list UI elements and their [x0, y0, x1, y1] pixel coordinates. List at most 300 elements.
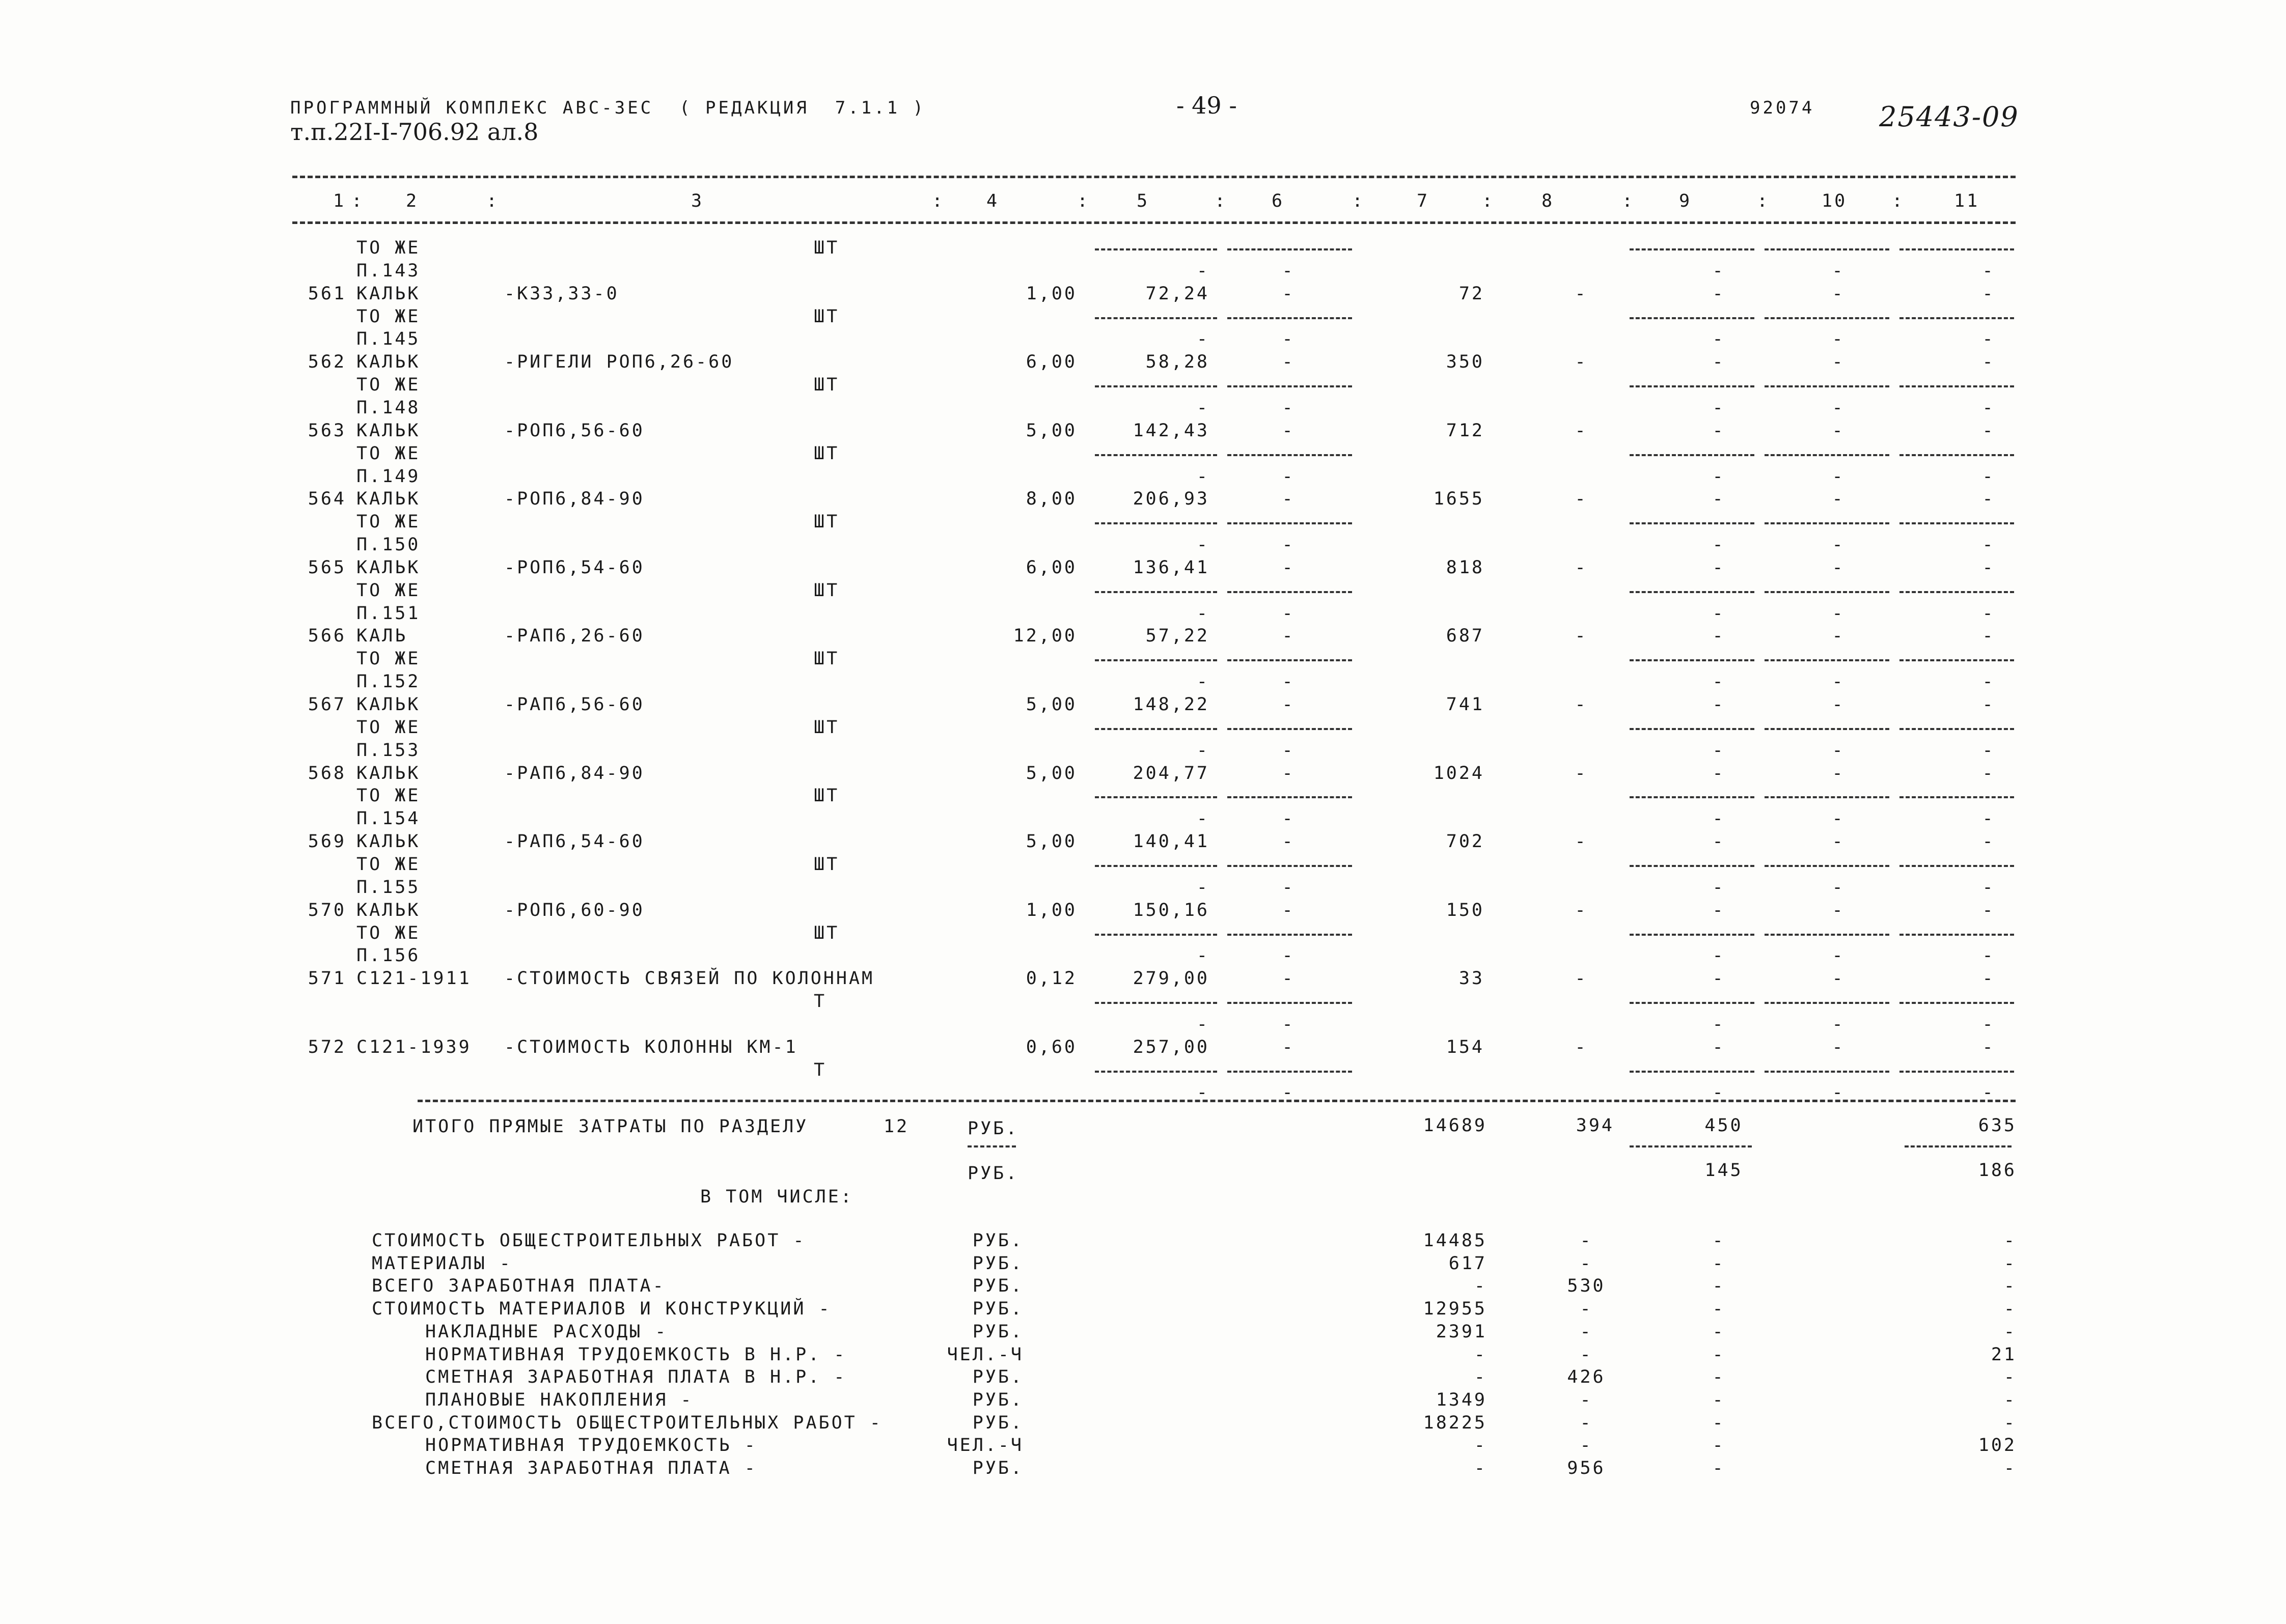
table-cell-c9: -: [1712, 1014, 1725, 1034]
table-cell-unit: ШТ: [814, 854, 840, 875]
table-cell-price: -: [1196, 671, 1209, 692]
summary-c9: -: [1712, 1230, 1725, 1251]
column-header: 5: [1137, 191, 1150, 211]
table-cell-c11: -: [1982, 694, 1995, 715]
table-cell-code: П.150: [356, 535, 421, 555]
table-cell-c10: -: [1832, 283, 1845, 304]
table-cell-c6: -: [1282, 260, 1295, 281]
summary-label: НОРМАТИВНАЯ ТРУДОЕМКОСТЬ В Н.Р. -: [425, 1344, 847, 1365]
summary-label: НАКЛАДНЫЕ РАСХОДЫ -: [425, 1321, 668, 1342]
table-cell-c9: -: [1712, 260, 1725, 281]
table-cell-code: ТО ЖЕ: [356, 580, 421, 601]
table-cell-code: С121-1939: [356, 1037, 472, 1057]
table-cell-c8: -: [1575, 900, 1588, 920]
table-cell-c9: -: [1712, 831, 1725, 852]
table-cell-unit: ШТ: [814, 717, 840, 738]
totals-unit: РУБ.: [968, 1118, 1019, 1139]
table-cell-c9: -: [1712, 420, 1725, 441]
table-cell-c11: -: [1982, 397, 1995, 418]
summary-c7: -: [1474, 1367, 1487, 1388]
table-cell-c9: -: [1712, 1037, 1725, 1057]
table-cell-price: 140,41: [1133, 831, 1209, 852]
table-cell-c8: -: [1575, 968, 1588, 989]
table-cell-c9: -: [1712, 740, 1725, 761]
table-cell-code: ТО ЖЕ: [356, 922, 421, 943]
summary-label: СТОИМОСТЬ МАТЕРИАЛОВ И КОНСТРУКЦИЙ -: [372, 1299, 832, 1320]
table-cell-price: 279,00: [1133, 968, 1209, 989]
summary-c7: 12955: [1423, 1299, 1487, 1320]
table-cell-c6: -: [1282, 329, 1295, 350]
table-cell-c6: -: [1282, 740, 1295, 761]
table-cell-c11: -: [1982, 877, 1995, 898]
table-cell-code: ТО ЖЕ: [356, 238, 421, 258]
handwritten-number: 25443-09: [1879, 101, 2019, 133]
table-cell-c6: -: [1282, 945, 1295, 966]
summary-unit: РУБ.: [972, 1230, 1024, 1251]
table-cell-c8: -: [1575, 420, 1588, 441]
table-cell-c10: -: [1832, 626, 1845, 647]
table-cell-unit: ШТ: [814, 649, 840, 669]
totals-sub-unit: РУБ.: [968, 1163, 1019, 1184]
table-cell-c7: 702: [1446, 831, 1484, 852]
table-cell-num: 570: [308, 900, 346, 920]
summary-c11: -: [2003, 1230, 2017, 1251]
table-cell-c10: -: [1832, 329, 1845, 350]
column-header: 6: [1272, 191, 1285, 211]
column-header: 2: [406, 191, 419, 211]
table-cell-price: -: [1196, 740, 1209, 761]
summary-label: ПЛАНОВЫЕ НАКОПЛЕНИЯ -: [425, 1389, 694, 1410]
table-cell-c6: -: [1282, 420, 1295, 441]
table-cell-c10: -: [1832, 808, 1845, 829]
table-cell-desc: -СТОИМОСТЬ СВЯЗЕЙ ПО КОЛОННАМ: [504, 968, 875, 989]
table-cell-desc: -РОП6,54-60: [504, 557, 645, 578]
table-cell-code: КАЛЬК: [356, 283, 421, 304]
table-cell-c9: -: [1712, 466, 1725, 487]
summary-c11: -: [2003, 1367, 2017, 1388]
table-cell-unit: ШТ: [814, 238, 840, 258]
table-cell-c10: -: [1832, 945, 1845, 966]
table-cell-num: 568: [308, 763, 346, 783]
table-cell-c9: -: [1712, 489, 1725, 510]
table-cell-c8: -: [1575, 1037, 1588, 1057]
column-header: 9: [1679, 191, 1692, 211]
table-cell-c11: -: [1982, 763, 1995, 783]
table-cell-c8: -: [1575, 489, 1588, 510]
table-cell-c11: -: [1982, 1082, 1995, 1103]
totals-sub-col11: 186: [1978, 1160, 2017, 1181]
table-cell-price: 136,41: [1133, 557, 1209, 578]
table-cell-c6: -: [1282, 671, 1295, 692]
table-cell-c10: -: [1832, 968, 1845, 989]
summary-c7: -: [1474, 1435, 1487, 1456]
table-cell-desc: -РОП6,56-60: [504, 420, 645, 441]
table-cell-code: П.149: [356, 466, 421, 487]
table-cell-num: 564: [308, 489, 346, 510]
table-cell-c10: -: [1832, 352, 1845, 373]
column-separator: :: [932, 191, 945, 211]
table-cell-desc: -СТОИМОСТЬ КОЛОННЫ КМ-1: [504, 1037, 798, 1057]
table-cell-code: П.143: [356, 260, 421, 281]
column-header: 1: [333, 191, 346, 211]
table-cell-c9: -: [1712, 352, 1725, 373]
table-cell-code: П.156: [356, 945, 421, 966]
table-cell-c11: -: [1982, 420, 1995, 441]
table-cell-unit: ШТ: [814, 580, 840, 601]
table-cell-c6: -: [1282, 283, 1295, 304]
table-cell-c9: -: [1712, 671, 1725, 692]
table-cell-num: 567: [308, 694, 346, 715]
column-header: 8: [1541, 191, 1555, 211]
table-cell-c6: -: [1282, 626, 1295, 647]
program-title: ПРОГРАММНЫЙ КОМПЛЕКС АВС-3ЕС ( РЕДАКЦИЯ 7.1.1 ): [290, 98, 926, 118]
table-cell-desc: -К33,33-0: [504, 283, 619, 304]
table-cell-code: КАЛЬК: [356, 763, 421, 783]
table-cell-price: -: [1196, 945, 1209, 966]
table-cell-c10: -: [1832, 900, 1845, 920]
table-cell-c8: -: [1575, 694, 1588, 715]
table-cell-code: П.145: [356, 329, 421, 350]
table-cell-num: 566: [308, 626, 346, 647]
summary-c8: -: [1580, 1412, 1593, 1433]
summary-c8: 956: [1567, 1458, 1606, 1478]
table-cell-price: -: [1196, 466, 1209, 487]
table-cell-c6: -: [1282, 557, 1295, 578]
totals-col8: 394: [1576, 1115, 1614, 1136]
table-cell-code: ТО ЖЕ: [356, 375, 421, 396]
table-cell-desc: -РАП6,54-60: [504, 831, 645, 852]
table-cell-c10: -: [1832, 260, 1845, 281]
summary-c8: -: [1580, 1344, 1593, 1365]
totals-sub-col9: 145: [1704, 1160, 1743, 1181]
summary-c9: -: [1712, 1435, 1725, 1456]
table-cell-c11: -: [1982, 1037, 1995, 1057]
column-header: 7: [1417, 191, 1430, 211]
summary-c9: -: [1712, 1367, 1725, 1388]
table-cell-c11: -: [1982, 283, 1995, 304]
table-cell-c9: -: [1712, 763, 1725, 783]
table-cell-num: 563: [308, 420, 346, 441]
table-cell-c6: -: [1282, 1037, 1295, 1057]
summary-c7: 1349: [1436, 1389, 1487, 1410]
summary-c9: -: [1712, 1299, 1725, 1320]
table-cell-c9: -: [1712, 1082, 1725, 1103]
table-cell-desc: -РИГЕЛИ РОП6,26-60: [504, 352, 734, 373]
table-cell-price: 257,00: [1133, 1037, 1209, 1057]
table-cell-code: КАЛЬК: [356, 900, 421, 920]
summary-c7: 14485: [1423, 1230, 1487, 1251]
table-cell-c9: -: [1712, 877, 1725, 898]
summary-c11: -: [2003, 1458, 2017, 1478]
table-cell-code: П.148: [356, 397, 421, 418]
table-cell-c10: -: [1832, 466, 1845, 487]
table-cell-c10: -: [1832, 1037, 1845, 1057]
summary-c8: -: [1580, 1230, 1593, 1251]
table-cell-price: -: [1196, 1082, 1209, 1103]
summary-c11: -: [2003, 1412, 2017, 1433]
summary-c7: -: [1474, 1276, 1487, 1297]
summary-c8: -: [1580, 1389, 1593, 1410]
table-cell-code: КАЛЬК: [356, 489, 421, 510]
table-cell-c6: -: [1282, 808, 1295, 829]
table-cell-c6: -: [1282, 1014, 1295, 1034]
table-cell-qty: 0,60: [1026, 1037, 1077, 1057]
table-cell-price: 57,22: [1145, 626, 1209, 647]
table-cell-code: КАЛЬ: [356, 626, 408, 647]
summary-label: НОРМАТИВНАЯ ТРУДОЕМКОСТЬ -: [425, 1435, 757, 1456]
table-cell-price: -: [1196, 260, 1209, 281]
table-cell-c6: -: [1282, 763, 1295, 783]
column-header: 3: [691, 191, 704, 211]
table-cell-code: ТО ЖЕ: [356, 443, 421, 464]
table-cell-num: 571: [308, 968, 346, 989]
table-cell-code: П.151: [356, 603, 421, 624]
summary-unit: ЧЕЛ.-Ч: [947, 1435, 1024, 1456]
column-header: 4: [986, 191, 1000, 211]
table-cell-price: -: [1196, 397, 1209, 418]
table-cell-code: ТО ЖЕ: [356, 786, 421, 806]
table-cell-price: 150,16: [1133, 900, 1209, 920]
table-cell-code: П.152: [356, 671, 421, 692]
summary-c8: -: [1580, 1435, 1593, 1456]
summary-c7: 2391: [1436, 1321, 1487, 1342]
table-cell-c9: -: [1712, 626, 1725, 647]
table-cell-qty: 5,00: [1026, 831, 1077, 852]
summary-label: ВСЕГО,СТОИМОСТЬ ОБЩЕСТРОИТЕЛЬНЫХ РАБОТ -: [372, 1412, 883, 1433]
table-cell-price: -: [1196, 877, 1209, 898]
summary-c9: -: [1712, 1344, 1725, 1365]
table-cell-c10: -: [1832, 603, 1845, 624]
table-cell-c10: -: [1832, 489, 1845, 510]
table-cell-desc: -РАП6,84-90: [504, 763, 645, 783]
column-separator: :: [1757, 191, 1770, 211]
table-cell-c9: -: [1712, 808, 1725, 829]
column-separator: :: [486, 191, 500, 211]
table-cell-c9: -: [1712, 557, 1725, 578]
column-header: 11: [1954, 191, 1980, 211]
table-cell-c7: 1024: [1433, 763, 1484, 783]
column-header: 10: [1822, 191, 1848, 211]
table-cell-num: 572: [308, 1037, 346, 1057]
table-cell-code: ТО ЖЕ: [356, 649, 421, 669]
summary-unit: РУБ.: [972, 1412, 1024, 1433]
table-cell-unit: ШТ: [814, 512, 840, 533]
table-cell-price: -: [1196, 1014, 1209, 1034]
table-cell-c6: -: [1282, 397, 1295, 418]
including-label: В ТОМ ЧИСЛЕ:: [700, 1187, 853, 1207]
summary-unit: РУБ.: [972, 1389, 1024, 1410]
summary-c8: -: [1580, 1321, 1593, 1342]
totals-col7: 14689: [1423, 1115, 1487, 1136]
table-cell-c9: -: [1712, 535, 1725, 555]
summary-unit: РУБ.: [972, 1299, 1024, 1320]
table-cell-price: 206,93: [1133, 489, 1209, 510]
table-cell-qty: 1,00: [1026, 283, 1077, 304]
summary-c11: -: [2003, 1299, 2017, 1320]
table-cell-num: 569: [308, 831, 346, 852]
table-cell-c9: -: [1712, 397, 1725, 418]
table-cell-c6: -: [1282, 1082, 1295, 1103]
table-cell-c6: -: [1282, 877, 1295, 898]
totals-section: 12: [884, 1116, 910, 1137]
table-cell-code: КАЛЬК: [356, 352, 421, 373]
table-cell-unit: Т: [814, 991, 827, 1012]
table-cell-c11: -: [1982, 260, 1995, 281]
totals-label: ИТОГО ПРЯМЫЕ ЗАТРАТЫ ПО РАЗДЕЛУ: [412, 1116, 809, 1137]
summary-c11: 21: [1991, 1344, 2017, 1365]
table-cell-num: 565: [308, 557, 346, 578]
table-cell-c11: -: [1982, 945, 1995, 966]
table-cell-qty: 5,00: [1026, 420, 1077, 441]
table-cell-c11: -: [1982, 808, 1995, 829]
table-cell-c10: -: [1832, 671, 1845, 692]
table-cell-c7: 712: [1446, 420, 1484, 441]
summary-c11: 102: [1978, 1435, 2017, 1456]
table-cell-c10: -: [1832, 877, 1845, 898]
table-cell-c10: -: [1832, 420, 1845, 441]
summary-c8: 426: [1567, 1367, 1606, 1388]
table-cell-c6: -: [1282, 489, 1295, 510]
table-cell-qty: 8,00: [1026, 489, 1077, 510]
table-cell-c11: -: [1982, 557, 1995, 578]
table-cell-c7: 72: [1458, 283, 1484, 304]
table-cell-code: КАЛЬК: [356, 694, 421, 715]
summary-unit: ЧЕЛ.-Ч: [947, 1344, 1024, 1365]
summary-c9: -: [1712, 1412, 1725, 1433]
table-cell-c11: -: [1982, 329, 1995, 350]
summary-c7: -: [1474, 1458, 1487, 1478]
summary-c11: -: [2003, 1276, 2017, 1297]
table-cell-c8: -: [1575, 352, 1588, 373]
table-cell-qty: 5,00: [1026, 694, 1077, 715]
table-cell-c10: -: [1832, 1014, 1845, 1034]
table-cell-c11: -: [1982, 831, 1995, 852]
table-cell-c10: -: [1832, 397, 1845, 418]
table-cell-c6: -: [1282, 900, 1295, 920]
table-cell-code: КАЛЬК: [356, 557, 421, 578]
table-cell-c11: -: [1982, 671, 1995, 692]
table-cell-c8: -: [1575, 626, 1588, 647]
table-cell-price: 72,24: [1145, 283, 1209, 304]
table-cell-c8: -: [1575, 831, 1588, 852]
summary-c7: 18225: [1423, 1412, 1487, 1433]
table-cell-price: 148,22: [1133, 694, 1209, 715]
summary-label: ВСЕГО ЗАРАБОТНАЯ ПЛАТА-: [372, 1276, 666, 1297]
table-cell-price: -: [1196, 808, 1209, 829]
table-cell-c7: 154: [1446, 1037, 1484, 1057]
summary-c11: -: [2003, 1321, 2017, 1342]
summary-c9: -: [1712, 1321, 1725, 1342]
table-cell-c9: -: [1712, 283, 1725, 304]
table-cell-c9: -: [1712, 900, 1725, 920]
totals-col11: 635: [1978, 1115, 2017, 1136]
document-reference: т.п.22I-I-706.92 ал.8: [290, 118, 539, 146]
summary-unit: РУБ.: [972, 1321, 1024, 1342]
table-cell-c9: -: [1712, 603, 1725, 624]
column-separator: :: [1892, 191, 1905, 211]
table-cell-c10: -: [1832, 694, 1845, 715]
document-code: 92074: [1750, 98, 1815, 118]
summary-c9: -: [1712, 1389, 1725, 1410]
summary-label: МАТЕРИАЛЫ -: [372, 1253, 512, 1274]
summary-unit: РУБ.: [972, 1458, 1024, 1478]
table-cell-c7: 150: [1446, 900, 1484, 920]
table-cell-c6: -: [1282, 968, 1295, 989]
table-cell-price: 204,77: [1133, 763, 1209, 783]
table-cell-code: КАЛЬК: [356, 420, 421, 441]
table-cell-c11: -: [1982, 968, 1995, 989]
summary-unit: РУБ.: [972, 1367, 1024, 1388]
table-cell-c11: -: [1982, 603, 1995, 624]
table-cell-code: ТО ЖЕ: [356, 717, 421, 738]
table-cell-desc: -РАП6,56-60: [504, 694, 645, 715]
table-cell-c11: -: [1982, 626, 1995, 647]
table-cell-c8: -: [1575, 283, 1588, 304]
table-cell-price: -: [1196, 603, 1209, 624]
column-separator: :: [1352, 191, 1365, 211]
table-cell-unit: ШТ: [814, 443, 840, 464]
table-cell-code: ТО ЖЕ: [356, 306, 421, 327]
summary-label: СМЕТНАЯ ЗАРАБОТНАЯ ПЛАТА В Н.Р. -: [425, 1367, 847, 1388]
summary-c8: -: [1580, 1299, 1593, 1320]
table-cell-qty: 1,00: [1026, 900, 1077, 920]
table-cell-c6: -: [1282, 694, 1295, 715]
table-cell-unit: ШТ: [814, 306, 840, 327]
table-cell-price: -: [1196, 535, 1209, 555]
table-cell-c7: 350: [1446, 352, 1484, 373]
column-separator: :: [351, 191, 365, 211]
table-cell-c11: -: [1982, 740, 1995, 761]
table-cell-unit: ШТ: [814, 375, 840, 396]
table-cell-code: П.154: [356, 808, 421, 829]
table-cell-code: ТО ЖЕ: [356, 512, 421, 533]
table-cell-c11: -: [1982, 900, 1995, 920]
table-cell-price: -: [1196, 329, 1209, 350]
table-cell-c10: -: [1832, 535, 1845, 555]
summary-unit: РУБ.: [972, 1276, 1024, 1297]
table-cell-desc: -РОП6,60-90: [504, 900, 645, 920]
summary-c9: -: [1712, 1253, 1725, 1274]
table-cell-c9: -: [1712, 945, 1725, 966]
table-cell-desc: -РАП6,26-60: [504, 626, 645, 647]
table-cell-c9: -: [1712, 694, 1725, 715]
table-cell-c8: -: [1575, 557, 1588, 578]
table-cell-c7: 33: [1458, 968, 1484, 989]
table-cell-qty: 6,00: [1026, 352, 1077, 373]
summary-c11: -: [2003, 1253, 2017, 1274]
table-cell-code: ТО ЖЕ: [356, 854, 421, 875]
summary-c9: -: [1712, 1276, 1725, 1297]
table-cell-c7: 741: [1446, 694, 1484, 715]
table-cell-code: П.153: [356, 740, 421, 761]
summary-c11: -: [2003, 1389, 2017, 1410]
table-cell-c7: 818: [1446, 557, 1484, 578]
column-separator: :: [1215, 191, 1228, 211]
table-cell-qty: 0,12: [1026, 968, 1077, 989]
table-cell-c11: -: [1982, 466, 1995, 487]
table-cell-c11: -: [1982, 489, 1995, 510]
summary-label: СМЕТНАЯ ЗАРАБОТНАЯ ПЛАТА -: [425, 1458, 757, 1478]
summary-c7: 617: [1448, 1253, 1487, 1274]
column-separator: :: [1482, 191, 1495, 211]
table-cell-c9: -: [1712, 968, 1725, 989]
table-cell-unit: ШТ: [814, 786, 840, 806]
table-cell-c10: -: [1832, 557, 1845, 578]
table-cell-unit: ШТ: [814, 922, 840, 943]
table-cell-num: 562: [308, 352, 346, 373]
summary-label: СТОИМОСТЬ ОБЩЕСТРОИТЕЛЬНЫХ РАБОТ -: [372, 1230, 806, 1251]
table-cell-c6: -: [1282, 535, 1295, 555]
